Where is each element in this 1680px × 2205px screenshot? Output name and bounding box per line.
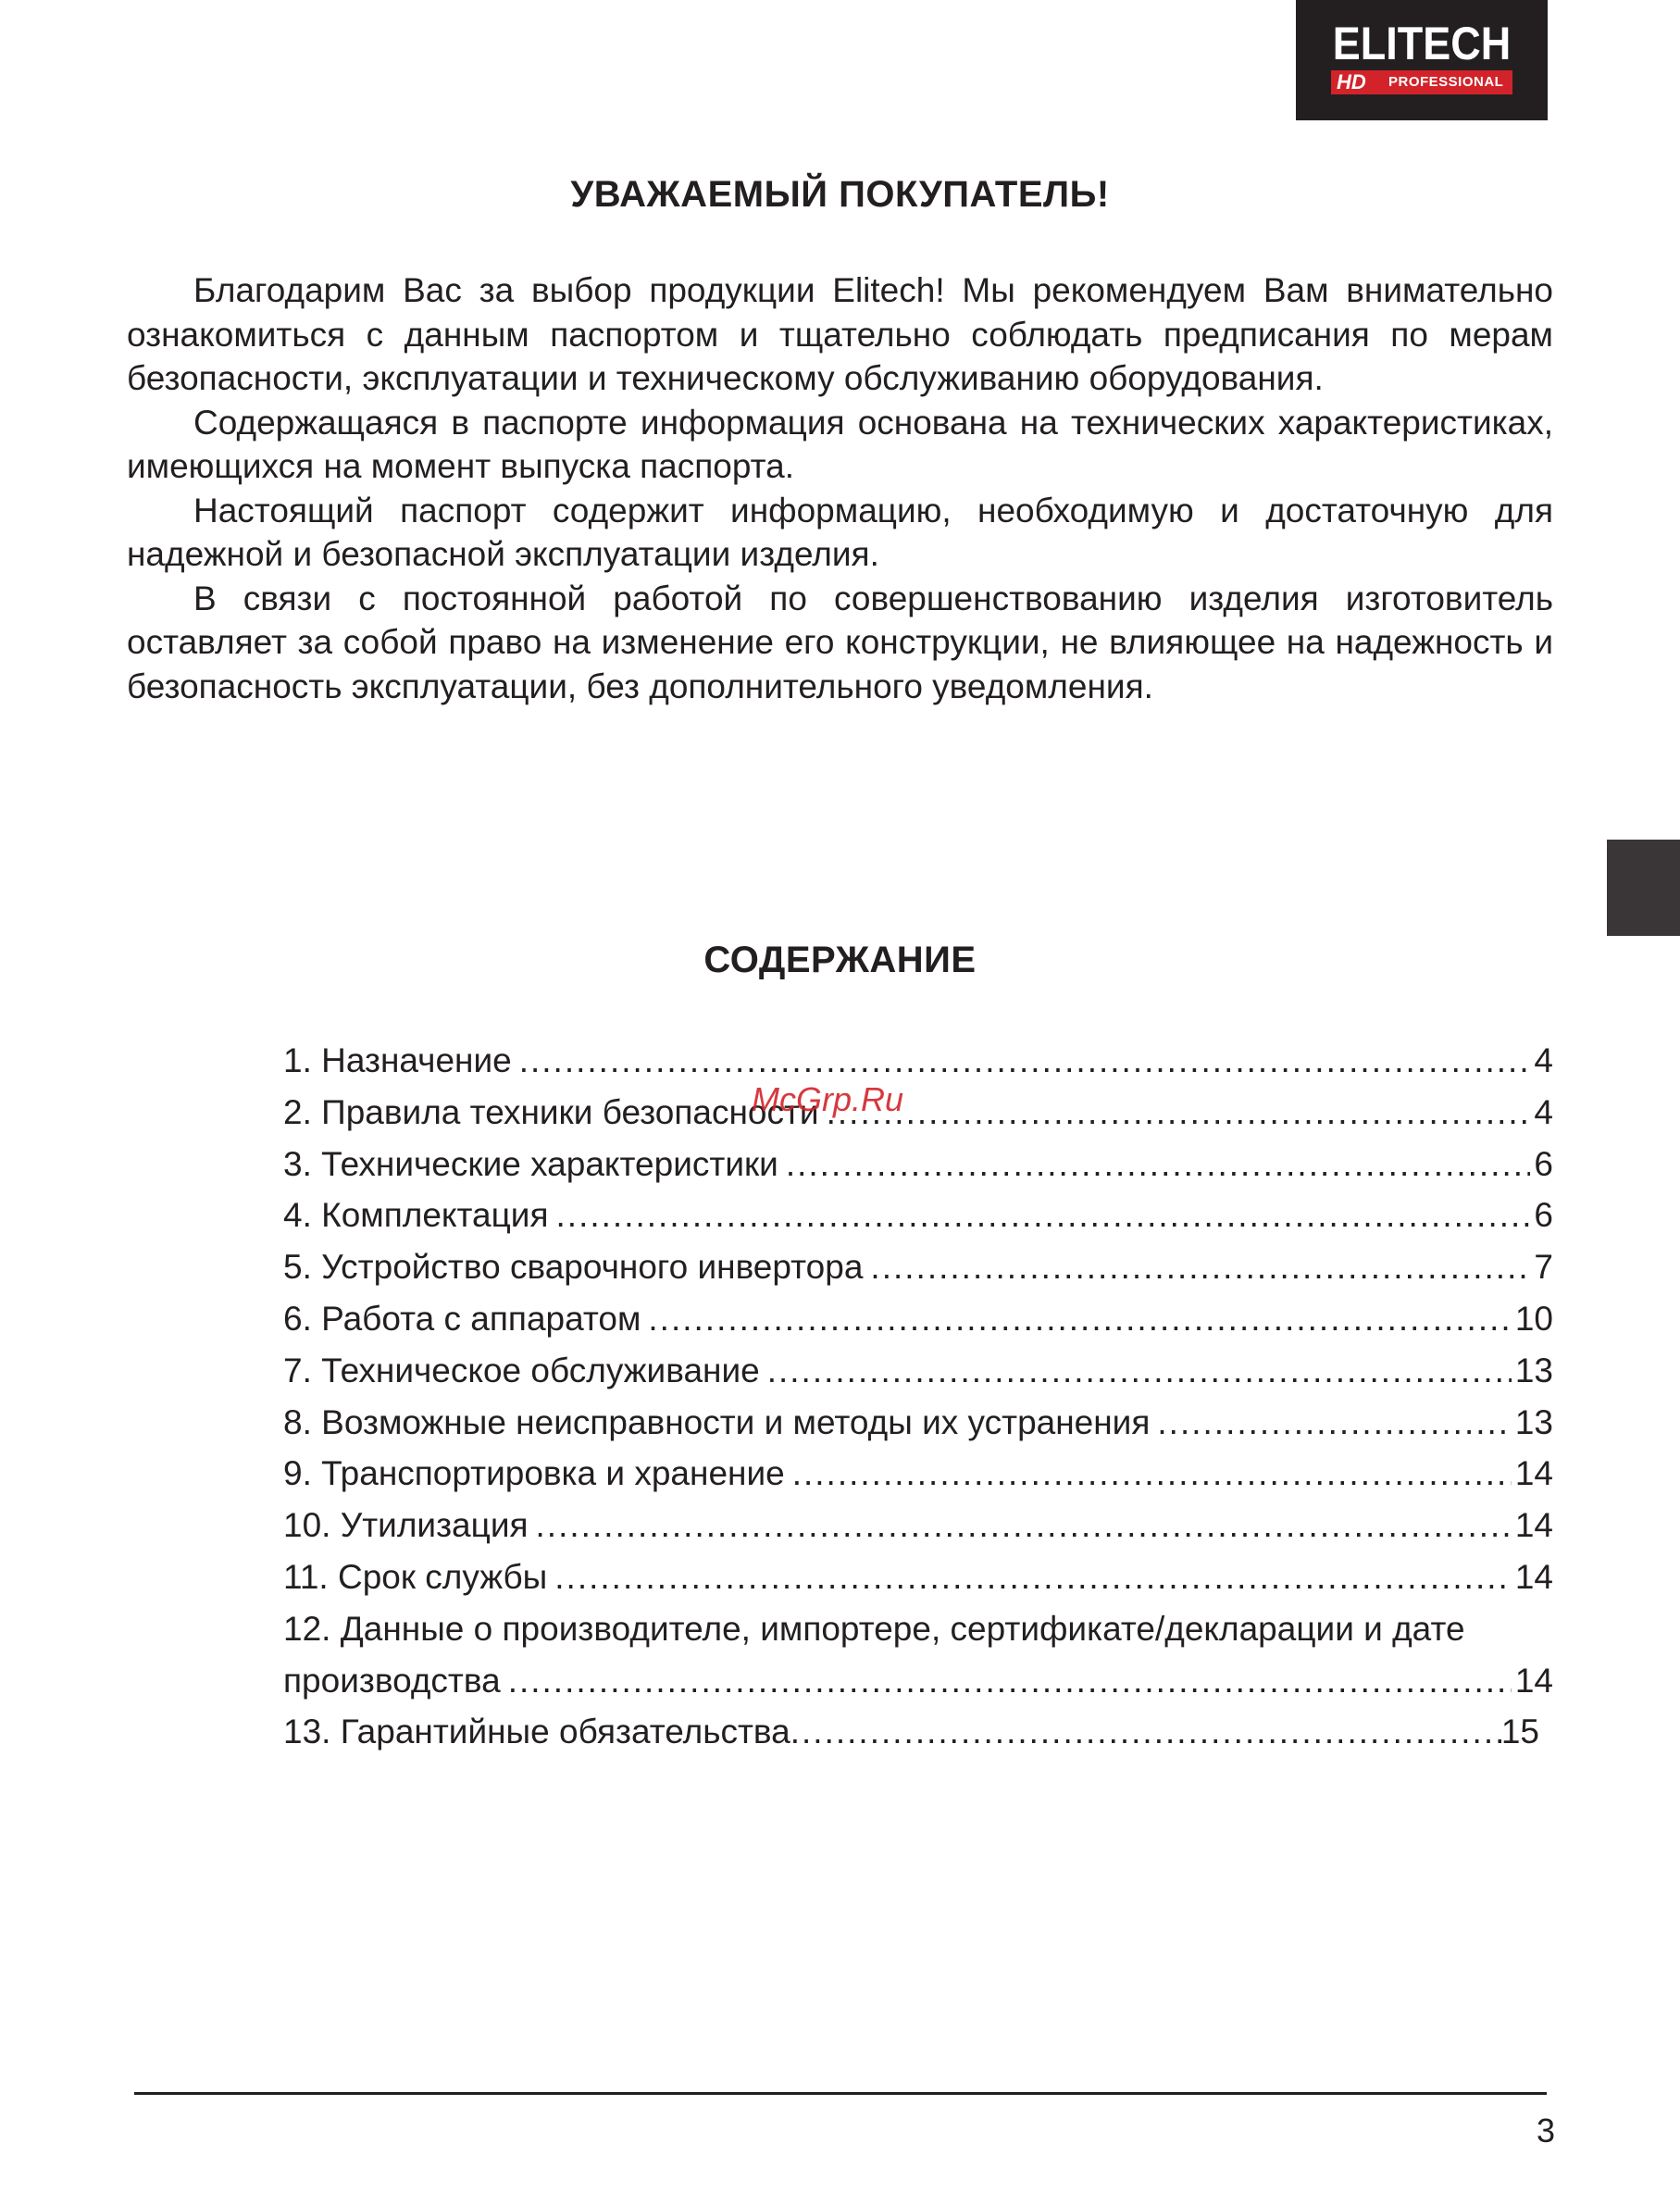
toc-item[interactable]: [283, 1241, 1553, 1293]
intro-paragraph: В связи с постоянной работой по совершенствованию изделия изготовитель оставляет за собой право на изменение его конструкции, не влияющее на надежность и безопасность эксплуатации, без дополнительного уведомления.: [127, 579, 1553, 705]
watermark-text: McGrp.Ru: [752, 1080, 904, 1118]
toc-item-title: 8. Возможные неисправности и методы их устранения: [283, 1402, 1151, 1441]
toc-item[interactable]: [283, 1655, 1553, 1707]
brand-logo: [1296, 0, 1548, 120]
toc-item[interactable]: [283, 1448, 1553, 1500]
footer-divider: [134, 2092, 1547, 2095]
logo-line: PROFESSIONAL: [1388, 74, 1504, 90]
toc-item-title: 3. Технические характеристики: [283, 1144, 778, 1183]
table-of-contents: [283, 1035, 1553, 1758]
toc-item-page: 7: [1534, 1248, 1553, 1287]
intro-paragraph: Благодарим Вас за выбор продукции Elitech! Мы рекомендуем Вам внимательно ознакомиться с данным паспортом и тщательно соблюдать предписания по мерам безопасности, эксплуатации и техническому обслуживанию оборудования.: [127, 271, 1553, 397]
toc-item-line1[interactable]: [283, 1603, 1553, 1655]
toc-item-title: 4. Комплектация: [283, 1196, 549, 1235]
toc-item[interactable]: [283, 1345, 1553, 1397]
toc-title: СОДЕРЖАНИЕ: [703, 940, 977, 980]
toc-item-title: 9. Транспортировка и хранение: [283, 1454, 785, 1493]
toc-item-page: 14: [1514, 1661, 1553, 1700]
toc-item-title: 7. Техническое обслуживание: [283, 1351, 760, 1389]
toc-item[interactable]: [283, 1087, 1553, 1139]
toc-item-page: 4: [1534, 1092, 1553, 1131]
toc-leader: [786, 1139, 1531, 1190]
section-tab-marker: [1607, 840, 1680, 936]
toc-leader: [536, 1500, 1512, 1551]
toc-leader: [508, 1655, 1512, 1707]
toc-leader: [767, 1345, 1512, 1397]
toc-item-page: 10: [1514, 1299, 1553, 1338]
toc-item-page: 14: [1514, 1506, 1553, 1545]
toc-leader: [556, 1190, 1531, 1241]
toc-leader: [519, 1035, 1531, 1087]
toc-leader: [792, 1448, 1512, 1500]
toc-leader: [648, 1293, 1511, 1345]
toc-item[interactable]: [283, 1293, 1553, 1345]
toc-item[interactable]: [283, 1500, 1553, 1551]
toc-item[interactable]: [283, 1035, 1553, 1087]
intro-text: [127, 268, 1553, 708]
intro-paragraph: Содержащаяся в паспорте информация основана на технических характеристиках, имеющихся на момент выпуска паспорта.: [127, 403, 1553, 485]
page-number: 3: [1536, 2112, 1555, 2149]
toc-item-title: 13. Гарантийные обязательства: [283, 1713, 790, 1751]
toc-item-page: 6: [1534, 1144, 1553, 1183]
intro-paragraph: Настоящий паспорт содержит информацию, необходимую и достаточную для надежной и безопасной эксплуатации изделия.: [127, 491, 1553, 573]
toc-item-page: 13: [1514, 1351, 1553, 1389]
toc-leader: [827, 1087, 1531, 1139]
toc-item[interactable]: [283, 1139, 1553, 1190]
toc-item-page: 15: [1500, 1713, 1539, 1751]
toc-item-title: 6. Работа с аппаратом: [283, 1299, 641, 1338]
toc-item-title-line1: 12. Данные о производителе, импортере, сертификате/декларации и дате: [283, 1609, 1465, 1648]
toc-leader: [1157, 1397, 1511, 1449]
toc-item[interactable]: [283, 1190, 1553, 1241]
toc-item-page: 14: [1514, 1557, 1553, 1596]
toc-item-page: 14: [1514, 1454, 1553, 1493]
toc-item-page: 4: [1534, 1041, 1553, 1079]
toc-item-title: 11. Срок службы: [283, 1557, 548, 1596]
toc-leader: [790, 1706, 1501, 1758]
toc-item-title: 5. Устройство сварочного инвертора: [283, 1248, 864, 1287]
toc-item-page: 6: [1534, 1196, 1553, 1235]
toc-item[interactable]: [283, 1397, 1553, 1449]
logo-wordmark: ELITECH: [1332, 18, 1512, 69]
toc-item-title: 1. Назначение: [283, 1041, 512, 1079]
toc-item[interactable]: [283, 1706, 1539, 1758]
toc-item[interactable]: [283, 1551, 1553, 1603]
toc-item-title: производства: [283, 1661, 501, 1700]
toc-item-page: 13: [1514, 1402, 1553, 1441]
logo-band: [1331, 70, 1512, 94]
toc-leader: [870, 1241, 1530, 1293]
toc-item-title: 10. Утилизация: [283, 1506, 529, 1545]
toc-leader: [554, 1551, 1512, 1603]
logo-series: HD: [1337, 70, 1366, 93]
toc-item-title: 2. Правила техники безопасности: [283, 1092, 819, 1131]
greeting-title: УВАЖАЕМЫЙ ПОКУПАТЕЛЬ!: [570, 174, 1110, 215]
